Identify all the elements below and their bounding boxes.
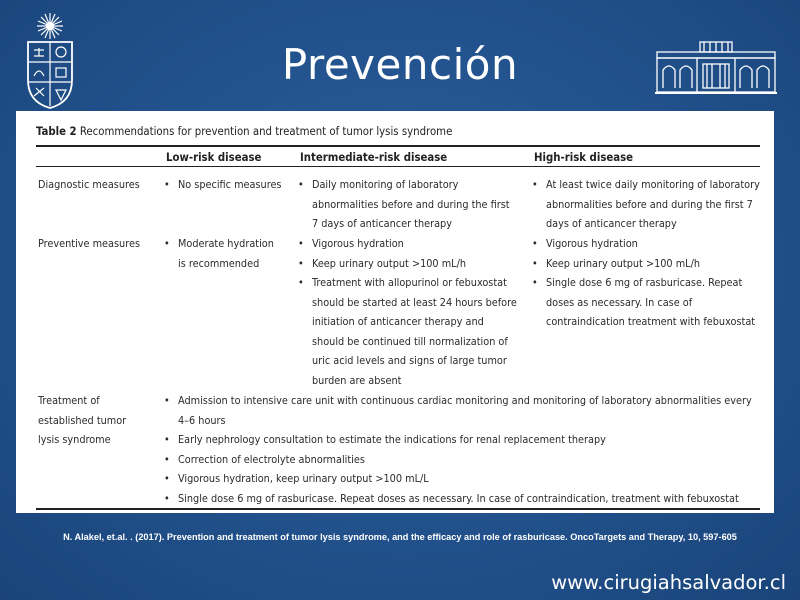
- column-header-intermediate-risk: Intermediate-risk disease: [300, 151, 448, 164]
- list-item: • Daily monitoring of laboratory abnormalities before and during the first 7 days of anticancer therapy: [296, 175, 518, 234]
- recommendations-table: [16, 111, 774, 513]
- list-item: • Vigorous hydration: [296, 234, 518, 254]
- website-url[interactable]: www.cirugiahsalvador.cl: [551, 571, 786, 594]
- row-label-treatment: Treatment of established tumor lysis syndrome: [38, 394, 127, 446]
- list-item: • Correction of electrolyte abnormalities: [162, 450, 762, 470]
- row-label-diagnostic: Diagnostic measures: [38, 178, 140, 191]
- list-item: • Vigorous hydration: [530, 234, 760, 254]
- list-item: • Keep urinary output >100 mL/h: [296, 254, 518, 274]
- list-item: • Admission to intensive care unit with continuous cardiac monitoring and monitoring of laboratory abnormalities every 4–6 hours: [162, 391, 762, 430]
- cell-preventive-low: [162, 234, 282, 273]
- list-item: • Early nephrology consultation to estimate the indications for renal replacement therapy: [162, 430, 762, 450]
- slide-title: Prevención: [281, 40, 519, 89]
- column-header-high-risk: High-risk disease: [534, 151, 634, 164]
- table-caption: [36, 125, 452, 138]
- table-top-rule: [36, 145, 760, 147]
- list-item: • Single dose 6 mg of rasburicase. Repeat doses as necessary. In case of contraindication, treatment with febuxostat: [162, 489, 762, 509]
- row-label-preventive: Preventive measures: [38, 237, 141, 250]
- cell-diagnostic-intermediate: [296, 175, 518, 234]
- cell-treatment-all: [162, 391, 762, 508]
- list-item: • Moderate hydration is recommended: [162, 234, 282, 273]
- table-label: Table 2: [36, 125, 77, 138]
- list-item: • Single dose 6 mg of rasburicase. Repeat doses as necessary. In case of contraindication treatment with febuxostat: [530, 273, 760, 332]
- list-item: • No specific measures: [162, 175, 282, 195]
- cell-preventive-high: [530, 234, 760, 332]
- table-bottom-rule: [36, 508, 760, 510]
- header-rule: [36, 166, 760, 167]
- cell-diagnostic-low: [162, 175, 282, 195]
- cell-preventive-intermediate: [296, 234, 518, 390]
- list-item: • At least twice daily monitoring of laboratory abnormalities before and during the first 7 days of anticancer therapy: [530, 175, 760, 234]
- list-item: • Treatment with allopurinol or febuxostat should be started at least 24 hours before initiation of anticancer therapy and should be continued till normalization of uric acid levels and signs of large tumor burden are absent: [296, 273, 518, 390]
- cell-diagnostic-high: [530, 175, 760, 234]
- column-header-low-risk: Low-risk disease: [166, 151, 262, 164]
- citation: N. Alakel, et.al. . (2017). Prevention and treatment of tumor lysis syndrome, and the efficacy and role of rasburicase. OncoTargets and Therapy, 10, 597-605: [63, 532, 737, 542]
- list-item: • Vigorous hydration, keep urinary output >100 mL/L: [162, 469, 762, 489]
- list-item: • Keep urinary output >100 mL/h: [530, 254, 760, 274]
- table-title: Recommendations for prevention and treatment of tumor lysis syndrome: [79, 125, 453, 138]
